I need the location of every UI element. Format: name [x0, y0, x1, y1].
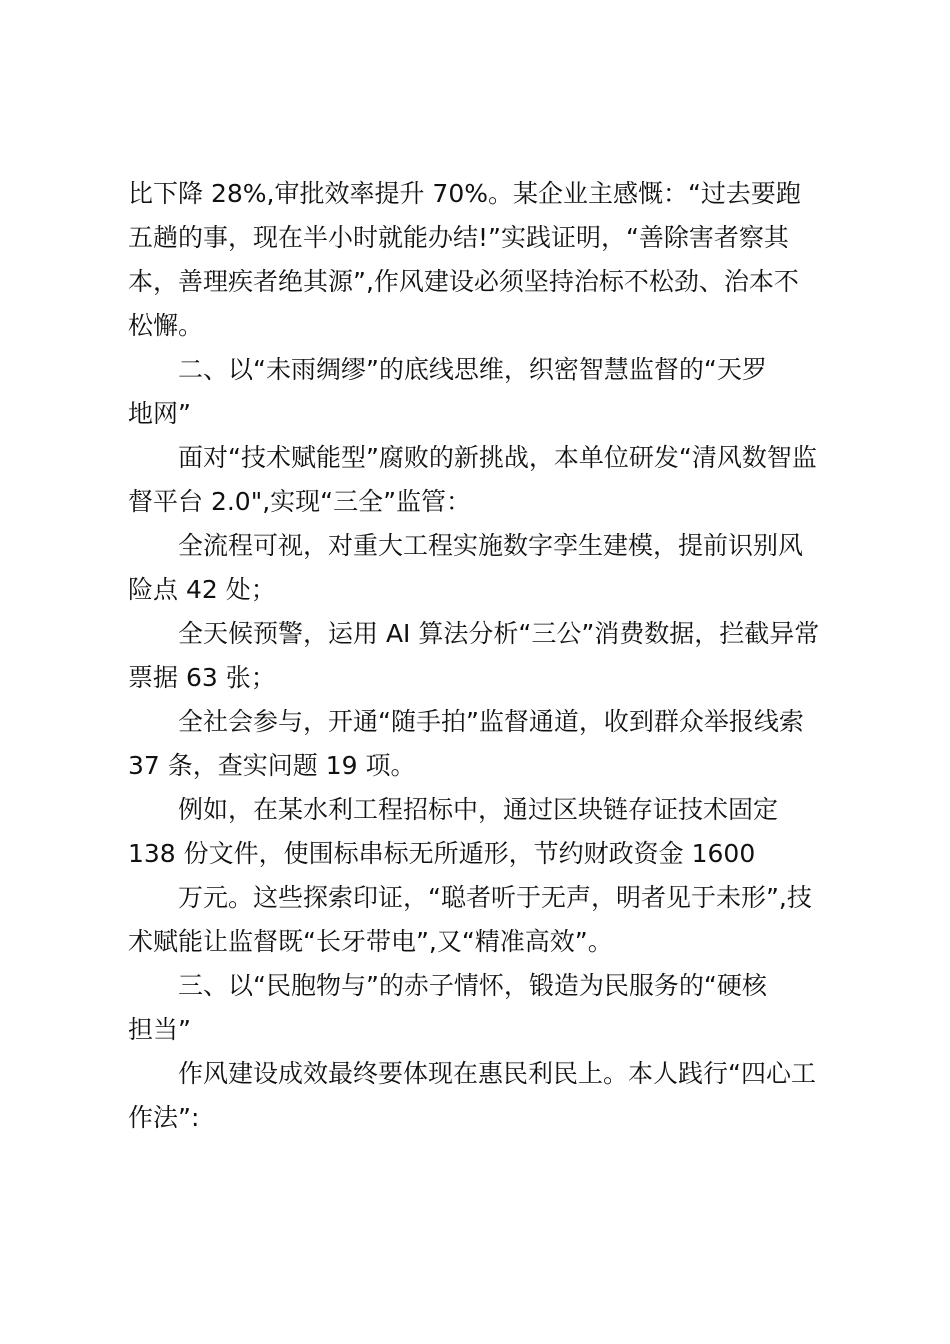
text-line: 面对“技术赋能型”腐败的新挑战，本单位研发“清风数智监 — [178, 443, 817, 472]
text-line: 比下降 28%,审批效率提升 70%。某企业主感慨：“过去要跑 — [128, 179, 801, 208]
list-item-line: 全社会参与，开通“随手拍”监督通道，收到群众举报线索 — [178, 707, 804, 736]
text-line: 本，善理疾者绝其源”,作风建设必须坚持治标不松劲、治本不 — [128, 267, 799, 296]
text-line: 万元。这些探索印证，“聪者听于无声，明者见于未形”,技 — [178, 883, 812, 912]
text-line: 138 份文件，使围标串标无所遁形，节约财政资金 1600 — [128, 839, 756, 868]
section-heading-2-continued: 地网” — [128, 399, 191, 428]
text-line: 作风建设成效最终要体现在惠民利民上。本人践行“四心工 — [178, 1059, 816, 1088]
text-line: 五趟的事，现在半小时就能办结!”实践证明，“善除害者察其 — [128, 223, 789, 252]
section-heading-3: 三、以“民胞物与”的赤子情怀，锻造为民服务的“硬核 — [178, 971, 767, 1000]
text-line: 松懈。 — [128, 311, 204, 340]
list-item-line: 37 条，查实问题 19 项。 — [128, 751, 416, 780]
list-item-line: 全流程可视，对重大工程实施数字孪生建模，提前识别风 — [178, 531, 804, 560]
text-line: 例如，在某水利工程招标中，通过区块链存证技术固定 — [178, 795, 779, 824]
document-body — [128, 172, 828, 1140]
list-item-line: 票据 63 张； — [128, 663, 276, 692]
section-heading-3-continued: 担当” — [128, 1015, 191, 1044]
list-item-line: 险点 42 处； — [128, 575, 276, 604]
list-item-line: 全天候预警，运用 AI 算法分析“三公”消费数据，拦截异常 — [178, 619, 820, 648]
section-heading-2: 二、以“未雨绸缪”的底线思维，织密智慧监督的“天罗 — [178, 355, 767, 384]
text-line: 作法”: — [128, 1103, 200, 1132]
text-line: 术赋能让监督既“长牙带电”,又“精准高效”。 — [128, 927, 613, 956]
text-line: 督平台 2.0",实现“三全”监管： — [128, 487, 472, 516]
